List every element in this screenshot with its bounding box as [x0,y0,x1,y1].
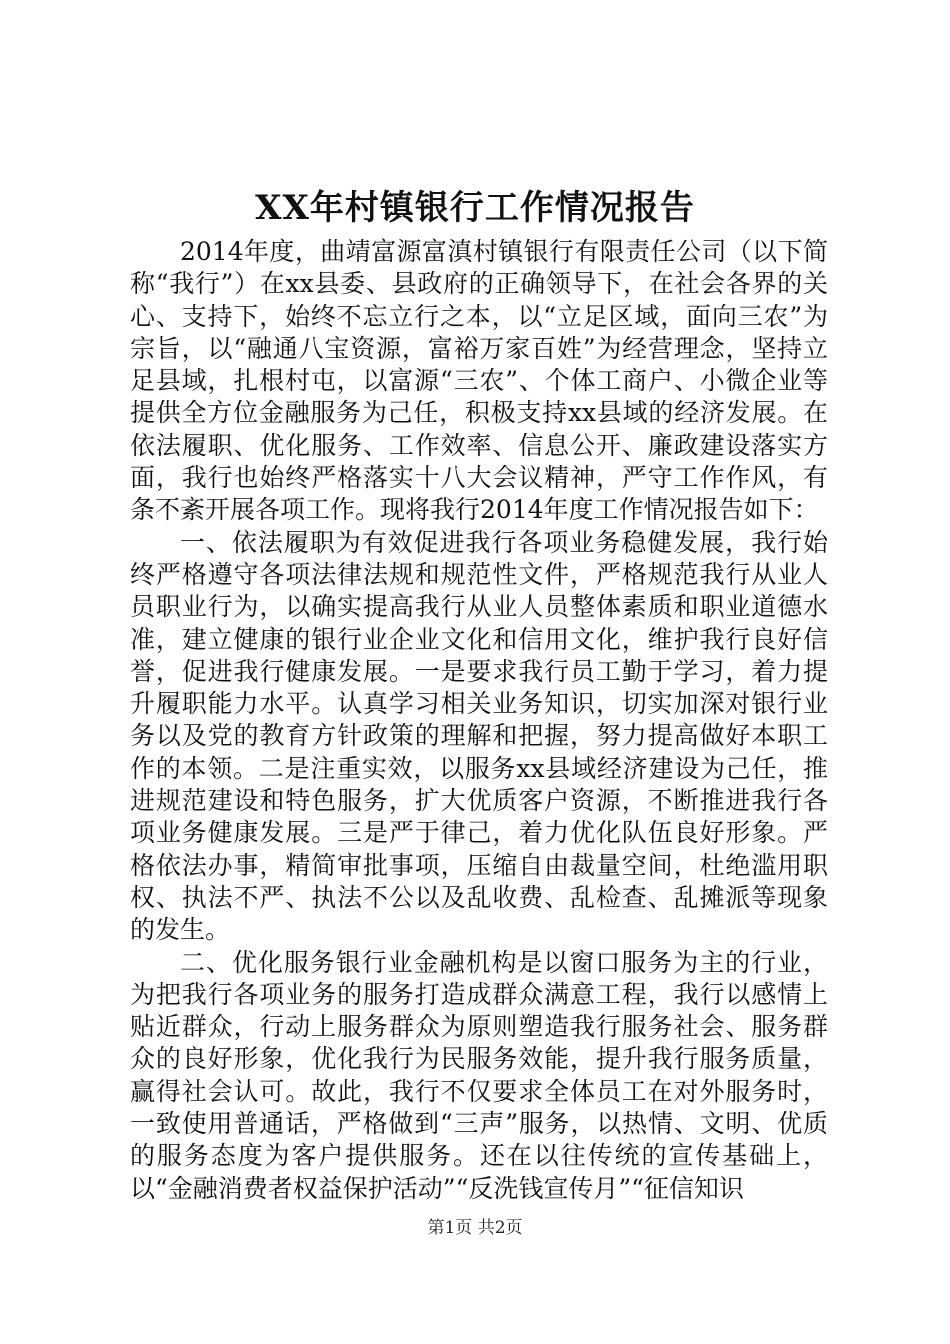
document-body [130,236,828,1205]
document-title: XX年村镇银行工作情况报告 [255,188,695,228]
page-number: 第1页 [427,1218,473,1238]
paragraph-intro: 2014年度，曲靖富源富滇村镇银行有限责任公司（以下简称“我行”）在xx县委、县政府的正确领导下，在社会各界的关心、支持下，始终不忘立行之本，以“立足区域，面向三农”为宗旨，以“融通八宝资源，富裕万家百姓”为经营理念，坚持立足县域，扎根村屯，以富源“三农”、个体工商户、小微企业等提供全方位金融服务为己任，积极支持xx县域的经济发展。在依法履职、优化服务、工作效率、信息公开、廉政建设落实方面，我行也始终严格落实十八大会议精神，严守工作作风，有条不紊开展各项工作。现将我行2014年度工作情况报告如下： [130,237,828,525]
paragraph-section-one: 一、依法履职为有效促进我行各项业务稳健发展，我行始终严格遵守各项法律法规和规范性文件，严格规范我行从业人员职业行为，以确实提高我行从业人员整体素质和职业道德水准，建立健康的银行业企业文化和信用文化，维护我行良好信誉，促进我行健康发展。一是要求我行员工勤于学习，着力提升履职能力水平。认真学习相关业务知识，切实加深对银行业务以及党的教育方针政策的理解和把握，努力提高做好本职工作的本领。二是注重实效，以服务xx县域经济建设为己任，推进规范建设和特色服务，扩大优质客户资源，不断推进我行各项业务健康发展。三是严于律己，着力优化队伍良好形象。严格依法办事，精简审批事项，压缩自由裁量空间，杜绝滥用职权、执法不严、执法不公以及乱收费、乱检查、乱摊派等现象的发生。 [130,527,828,945]
page-footer [0,1216,950,1240]
paragraph-section-two: 二、优化服务银行业金融机构是以窗口服务为主的行业，为把我行各项业务的服务打造成群众满意工程，我行以感情上贴近群众，行动上服务群众为原则塑造我行服务社会、服务群众的良好形象，优化我行为民服务效能，提升我行服务质量，赢得社会认可。故此，我行不仅要求全体员工在对外服务时，一致使用普通话，严格做到“三声”服务，以热情、文明、优质的服务态度为客户提供服务。还在以往传统的宣传基础上，以“金融消费者权益保护活动”“反洗钱宣传月”“征信知识 [130,947,828,1203]
page-total: 共2页 [477,1218,523,1238]
